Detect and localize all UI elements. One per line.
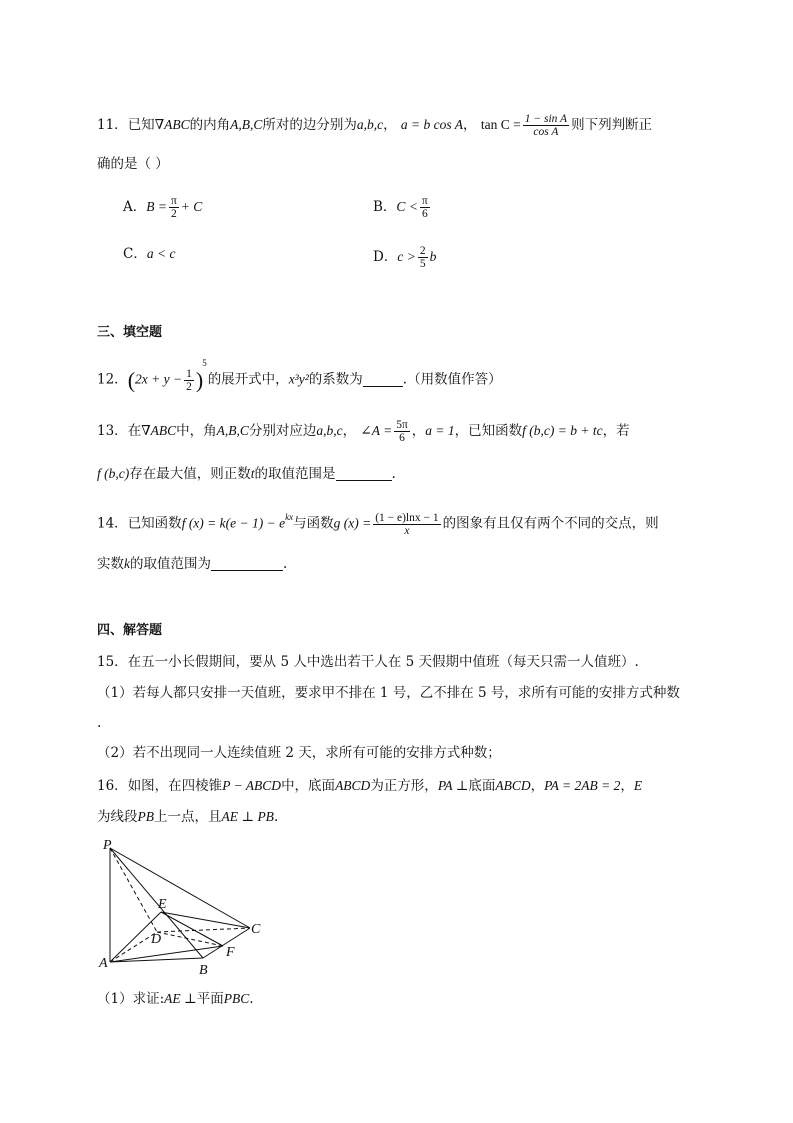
- q15-line1: 15．在五一小长假期间，要从 5 人中选出若干人在 5 天假期中值班（每天只需一人值班）.: [97, 654, 639, 670]
- tan-lhs: tan C =: [480, 117, 521, 132]
- tan-fraction: [523, 113, 569, 138]
- frac-denominator: cos A: [533, 126, 559, 138]
- option-label: C．: [123, 246, 147, 262]
- q14-number: 14．: [97, 515, 128, 532]
- q11-option-b: [373, 195, 432, 220]
- q11-option-c: [123, 245, 175, 263]
- q12-number: 12．: [97, 371, 128, 388]
- length-equation: PA = 2AB = 2: [544, 778, 621, 793]
- q12-text: 的展开式中，: [207, 371, 289, 388]
- option-expr: B =: [146, 199, 167, 214]
- triangle-symbol: ∇: [141, 423, 151, 438]
- q11-option-d: [373, 245, 436, 270]
- sides-list: a,b,c: [356, 117, 384, 132]
- variable-k: k: [124, 556, 130, 571]
- q12-line: [97, 358, 502, 393]
- q15-line4: （2）若不出现同一人连续值班 2 天，求所有可能的安排方式种数；: [97, 745, 501, 761]
- q14-line2: [97, 555, 287, 573]
- punct: ，: [411, 423, 426, 439]
- q11-text: 确的是（ ）: [97, 156, 169, 172]
- label-b: B: [199, 963, 208, 978]
- exponent: 5: [202, 358, 207, 368]
- plane-name: PBC: [223, 991, 250, 1006]
- q15-line3: .: [97, 715, 102, 731]
- angles-list: A,B,C: [230, 117, 263, 132]
- edge-ad-hidden: [110, 932, 157, 962]
- q14-text: 实数: [97, 556, 124, 572]
- triangle-name: ABC: [164, 117, 190, 132]
- function-g: g (x) =: [333, 515, 372, 531]
- q13-text: ，已知函数: [454, 423, 523, 439]
- option-expr: b: [429, 249, 437, 264]
- frac-denominator: 2: [171, 208, 177, 220]
- frac-numerator: 1: [186, 367, 192, 380]
- punct: ，: [383, 117, 397, 133]
- q11-line2: [97, 155, 169, 173]
- frac-numerator: (1 − e)lnx − 1: [375, 511, 439, 524]
- pyramid-name: P − ABCD: [222, 778, 282, 793]
- option-fraction: [420, 195, 430, 220]
- punct: .: [283, 556, 288, 572]
- condition-equation: a = b cos A: [400, 117, 464, 132]
- q12-text: 的系数为: [308, 371, 363, 388]
- function-def: f (b,c) = b + tc: [522, 423, 603, 438]
- q11-text: 已知: [127, 117, 155, 133]
- frac-denominator: x: [404, 524, 410, 537]
- function-ref: f (b,c): [97, 466, 130, 481]
- frac-numerator: π: [170, 195, 177, 207]
- frac-numerator: π: [421, 195, 428, 207]
- angle-fraction: [394, 419, 410, 444]
- option-label: D．: [373, 249, 398, 265]
- base-name: ABCD: [335, 778, 371, 793]
- binomial-expr: 2x + y −: [135, 371, 183, 387]
- angle-expr: ∠A =: [360, 423, 393, 438]
- punct: .: [249, 991, 254, 1007]
- q16-text: （1）求证:: [97, 991, 165, 1007]
- option-fraction: [169, 195, 179, 220]
- label-f: F: [226, 945, 235, 960]
- option-label: A．: [123, 199, 147, 215]
- option-label: B．: [373, 199, 397, 215]
- base-name: ABCD: [495, 778, 531, 793]
- q14-text: 已知函数: [127, 515, 182, 532]
- sides-list: a,b,c: [316, 423, 343, 438]
- punct: .: [391, 466, 396, 482]
- q16-text: 底面: [468, 778, 496, 794]
- option-expr: + C: [180, 199, 203, 214]
- frac-denominator: 6: [421, 208, 428, 220]
- q14-text: 的取值范围为: [130, 556, 211, 572]
- punct: ，: [342, 423, 357, 439]
- section-heading-fill-blank: 三、填空题: [97, 325, 163, 340]
- q11-text: 所对的边分别为: [262, 117, 357, 133]
- triangle-name: ABC: [150, 423, 177, 438]
- q16-text: 平面: [196, 991, 224, 1007]
- frac-numerator: 5π: [396, 419, 408, 431]
- punct: ，: [620, 778, 634, 794]
- q13-text: 在: [127, 423, 142, 439]
- side-value: a = 1: [425, 423, 455, 438]
- paren-left: (: [127, 367, 136, 393]
- q11-text: 则下列判断正: [571, 117, 653, 133]
- q15-line2: （1）若每人都只安排一天值班，要求甲不排在 1 号，乙不排在 5 号，求所有可能的安排方式种数: [97, 685, 680, 701]
- frac-numerator: 2: [419, 245, 426, 257]
- q16-text: 如图，在四棱锥: [127, 778, 223, 794]
- perp-expr: AE ⊥: [164, 991, 197, 1006]
- label-a: A: [99, 956, 108, 971]
- punct: ，: [530, 778, 545, 794]
- q12-fraction: [184, 368, 194, 393]
- q13-text: ，若: [602, 423, 630, 439]
- q13-text: 中，角: [176, 423, 217, 439]
- segment-df-hidden: [157, 932, 223, 946]
- answer-blank: [363, 372, 403, 387]
- q16-text: 中，底面: [281, 778, 336, 794]
- label-c: C: [251, 922, 261, 937]
- q11-line1: [97, 113, 652, 138]
- option-expr: c >: [397, 249, 416, 264]
- q16-line1: [97, 777, 642, 795]
- answer-blank: [336, 466, 392, 481]
- paren-right: ): [195, 367, 204, 393]
- q16-text: 上一点，且: [154, 809, 222, 825]
- function-f: f (x) = k(e − 1) − e: [181, 515, 286, 531]
- q16-number: 16．: [97, 778, 128, 794]
- angles-list: A,B,C: [216, 423, 249, 438]
- pyramid-figure: [95, 836, 275, 984]
- segment-pb: PB: [137, 809, 154, 824]
- option-expr: C <: [396, 199, 418, 214]
- option-expr: a < c: [146, 246, 176, 261]
- frac-denominator: 5: [419, 258, 426, 270]
- label-e: E: [158, 897, 167, 912]
- q16-text: 为线段: [97, 809, 138, 825]
- point-e: E: [633, 778, 643, 793]
- edge-pc: [110, 848, 250, 928]
- q13-text: 分别对应边: [248, 423, 317, 439]
- q16-part1: [97, 990, 254, 1008]
- q13-text: 存在最大值，则正数: [129, 466, 251, 482]
- q13-line2: [97, 465, 396, 483]
- exponent: kx: [285, 512, 294, 522]
- q12-text: .（用数值作答）: [402, 371, 502, 388]
- label-p: P: [103, 838, 112, 853]
- q16-line2: [97, 808, 278, 826]
- edge-pd-hidden: [110, 848, 157, 932]
- punct: ，: [463, 117, 477, 133]
- answer-blank: [211, 556, 283, 571]
- variable-t: t: [250, 466, 255, 481]
- q14-text: 与函数: [293, 515, 334, 532]
- q13-text: 的取值范围是: [254, 466, 336, 482]
- q11-option-a: [123, 195, 202, 220]
- q13-line1: [97, 419, 630, 444]
- q13-number: 13．: [97, 423, 128, 439]
- q16-text: 为正方形，: [370, 778, 438, 794]
- triangle-symbol: ∇: [154, 117, 165, 132]
- frac-denominator: 6: [399, 432, 405, 444]
- term: x³y²: [288, 371, 309, 387]
- g-fraction: [373, 512, 440, 537]
- frac-denominator: 2: [186, 380, 192, 393]
- edge-dc-hidden: [157, 928, 250, 932]
- frac-numerator: 1 − sin A: [524, 113, 568, 125]
- label-d: D: [151, 932, 162, 947]
- punct: .: [273, 809, 279, 825]
- option-fraction: [418, 245, 428, 270]
- section-heading-solve: 四、解答题: [97, 623, 163, 638]
- q14-text: 的图象有且仅有两个不同的交点，则: [442, 515, 659, 532]
- perp-expr: PA ⊥: [437, 778, 469, 793]
- q14-line1: [97, 510, 659, 537]
- q11-text: 的内角: [189, 117, 231, 133]
- q11-number: 11．: [97, 117, 128, 133]
- perp-expr: AE ⊥ PB: [221, 809, 274, 824]
